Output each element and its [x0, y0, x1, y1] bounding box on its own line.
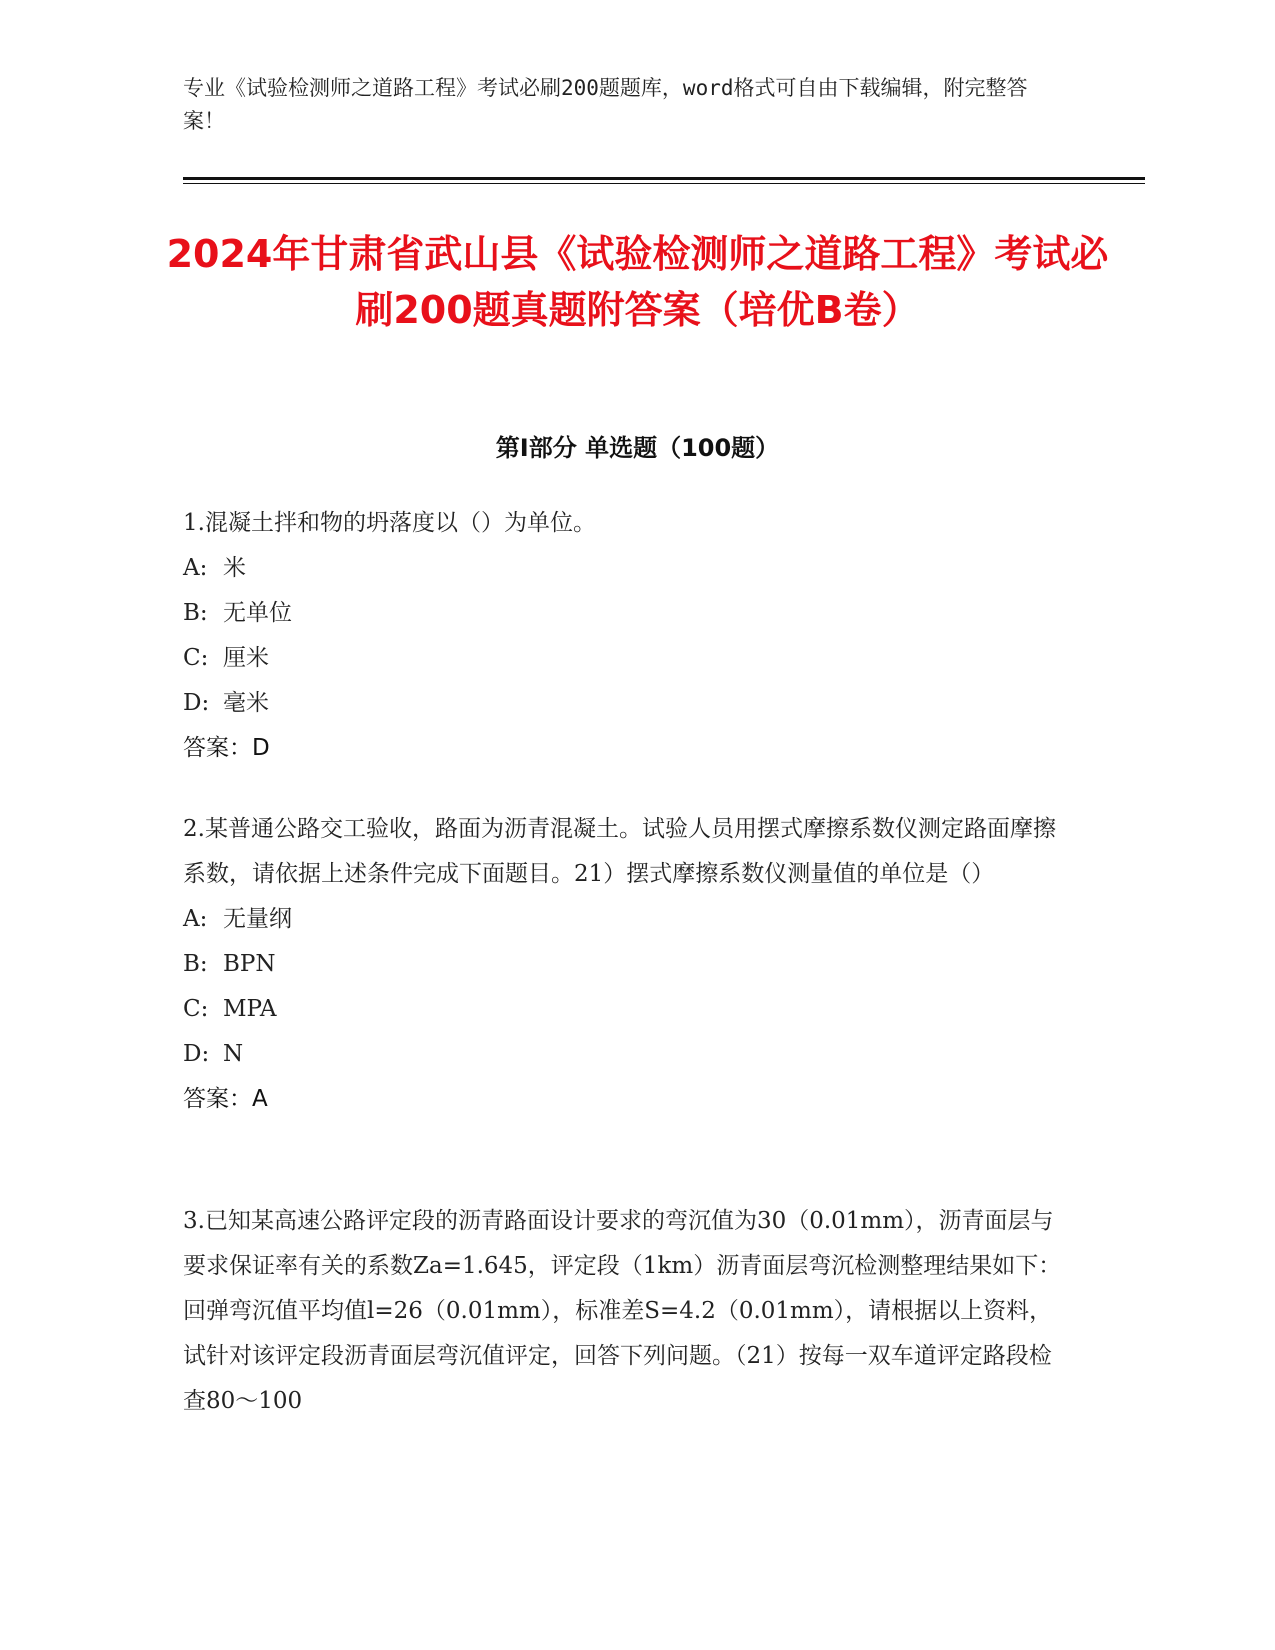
- option-key: A:: [183, 555, 208, 581]
- option-c: [183, 636, 1063, 681]
- option-text: 毫米: [223, 690, 269, 716]
- option-key: B:: [183, 600, 208, 626]
- option-text: N: [223, 1041, 244, 1067]
- option-key: A:: [183, 906, 208, 932]
- option-text: MPA: [223, 996, 277, 1022]
- answer-value: D: [252, 735, 270, 761]
- option-b: [183, 942, 1063, 987]
- option-key: B:: [183, 951, 208, 977]
- header-divider-thick: [183, 177, 1145, 180]
- question-1: [183, 501, 1063, 771]
- section-heading: 第I部分 单选题（100题）: [495, 434, 780, 462]
- question-2: [183, 807, 1063, 1122]
- option-key: D:: [183, 1041, 210, 1067]
- question-text: 1.混凝土拌和物的坍落度以（）为单位。: [183, 510, 596, 536]
- question-text: 2.某普通公路交工验收，路面为沥青混凝土。试验人员用摆式摩擦系数仪测定路面摩擦系数，请依据上述条件完成下面题目。21）摆式摩擦系数仪测量值的单位是（）: [183, 816, 1056, 887]
- answer-line: [183, 726, 1063, 771]
- question-text: 3.已知某高速公路评定段的沥青路面设计要求的弯沉值为30（0.01mm），沥青面层与要求保证率有关的系数Za=1.645，评定段（1km）沥青面层弯沉检测整理结果如下：回弹弯沉值平均值l=26（0.01mm），标准差S=4.2（0.01mm），请根据以上资料，试针对该评定段沥青面层弯沉值评定，回答下列问题。（21）按每一双车道评定路段检查80～100: [183, 1208, 1062, 1414]
- option-text: BPN: [223, 951, 276, 977]
- header-note: 专业《试验检测师之道路工程》考试必刷200题题库，word格式可自由下载编辑，附完整答案！: [183, 76, 1028, 133]
- document-title: 2024年甘肃省武山县《试验检测师之道路工程》考试必刷200题真题附答案（培优B卷）: [166, 232, 1109, 332]
- option-text: 厘米: [223, 645, 269, 671]
- option-d: [183, 681, 1063, 726]
- header-divider-thin: [183, 183, 1145, 184]
- option-a: [183, 897, 1063, 942]
- option-text: 米: [223, 555, 246, 581]
- question-3: [183, 1199, 1063, 1424]
- option-text: 无量纲: [223, 906, 292, 932]
- option-key: C:: [183, 645, 209, 671]
- option-c: [183, 987, 1063, 1032]
- answer-line: [183, 1077, 1063, 1122]
- answer-prefix: 答案：: [183, 735, 252, 761]
- answer-value: A: [252, 1086, 268, 1112]
- option-key: D:: [183, 690, 210, 716]
- option-a: [183, 546, 1063, 591]
- answer-prefix: 答案：: [183, 1086, 252, 1112]
- option-text: 无单位: [223, 600, 292, 626]
- option-b: [183, 591, 1063, 636]
- option-key: C:: [183, 996, 209, 1022]
- option-d: [183, 1032, 1063, 1077]
